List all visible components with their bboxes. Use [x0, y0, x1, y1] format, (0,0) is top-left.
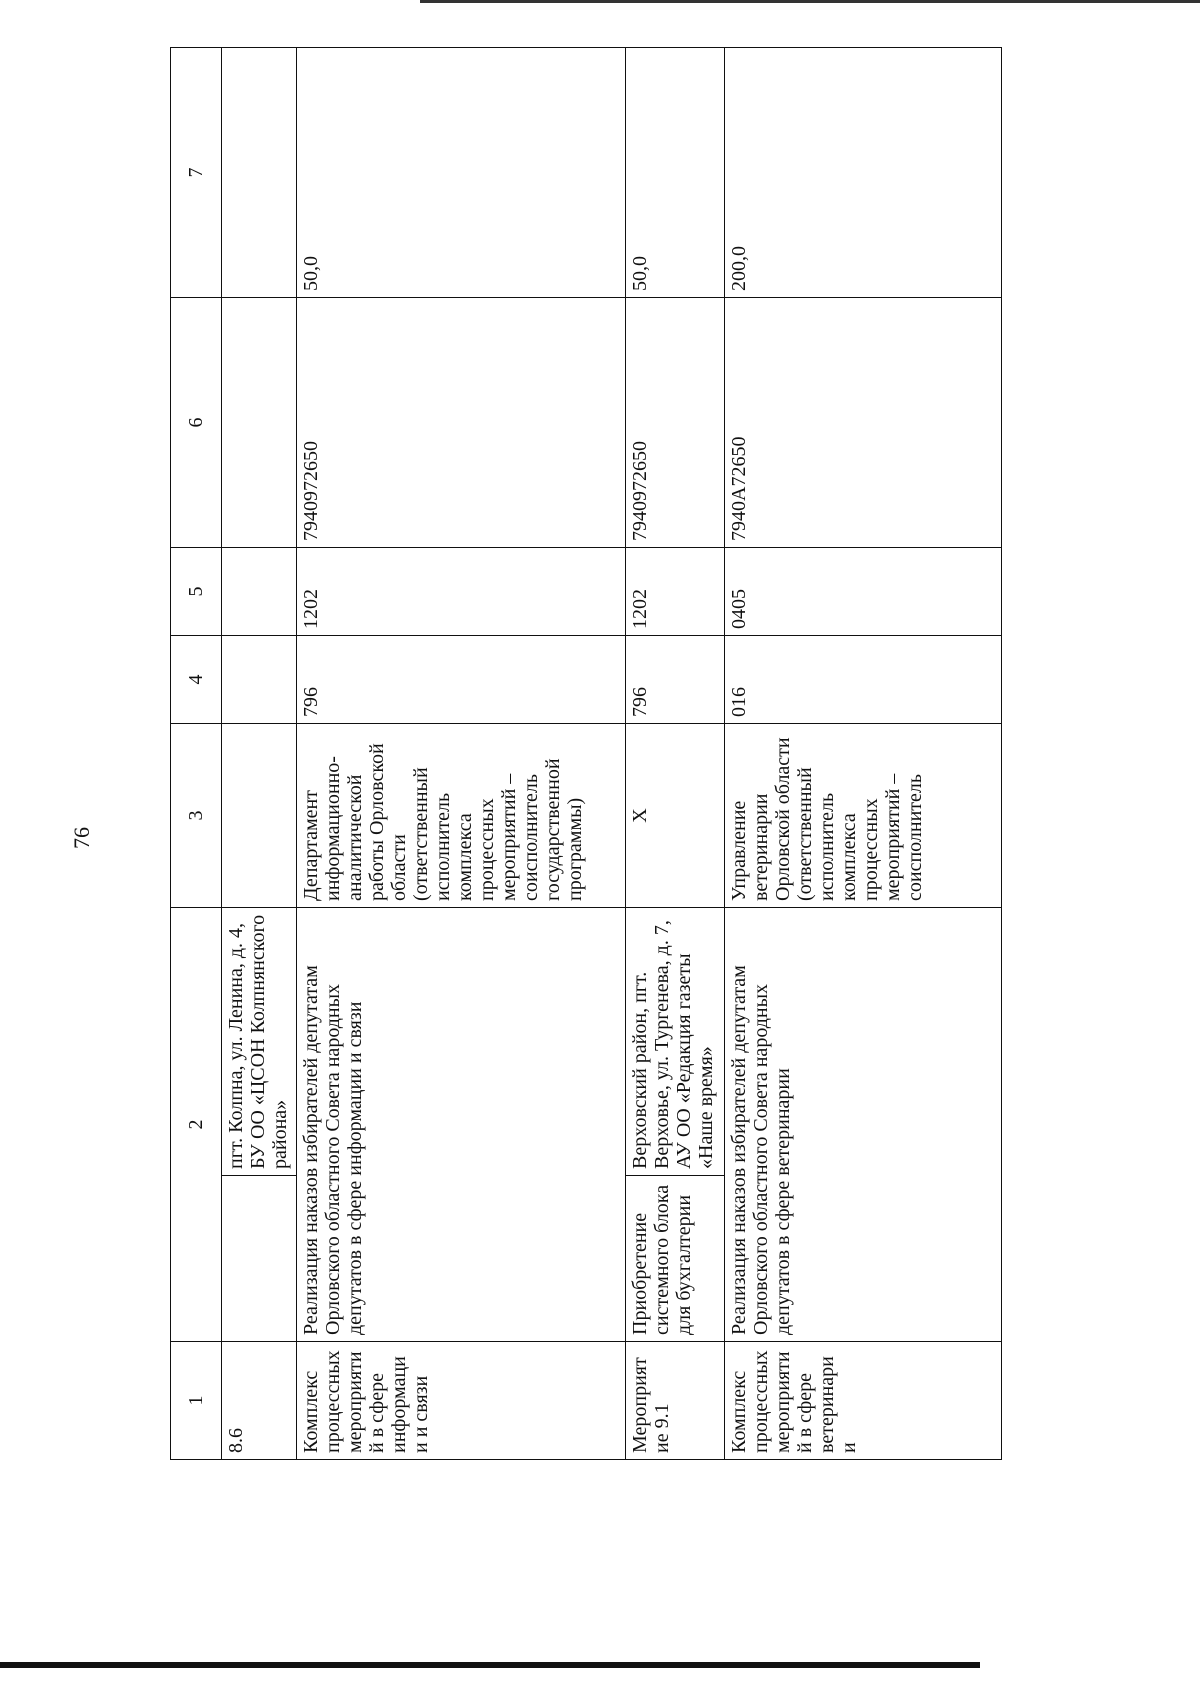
col-header-5: 5	[171, 548, 222, 636]
budget-table	[170, 47, 1002, 1460]
cell-col5: 1202	[297, 548, 626, 636]
cell-address: Верховский район, пгт. Верховье, ул. Тургенева, д. 7, АУ ОО «Редакция газеты «Наше время»	[626, 908, 725, 1176]
table-row	[222, 48, 297, 1460]
table-row	[725, 48, 1002, 1460]
cell-description: Реализация наказов избирателей депутатам Орловского областного Совета народных депутатов в сфере информации и связи	[297, 908, 626, 1342]
cell-address: пгт. Колпна, ул. Ленина, д. 4, БУ ОО «ЦСОН Колпнянского района»	[222, 908, 297, 1176]
rotated-sheet	[170, 48, 1080, 1460]
cell-name	[222, 1176, 297, 1342]
cell-description: Реализация наказов избирателей депутатам Орловского областного Совета народных депутатов в сфере ветеринарии	[725, 908, 1002, 1342]
cell-code: 8.6	[222, 1342, 297, 1460]
col-header-7: 7	[171, 48, 222, 298]
cell-col7: 50,0	[626, 48, 725, 298]
table-row	[297, 48, 626, 1460]
cell-col5: 1202	[626, 548, 725, 636]
cell-col6: 7940972650	[626, 298, 725, 548]
cell-col6: 7940А72650	[725, 298, 1002, 548]
cell-col7: 50,0	[297, 48, 626, 298]
cell-col7: 200,0	[725, 48, 1002, 298]
col-header-1: 1	[171, 1342, 222, 1460]
cell-col5	[222, 548, 297, 636]
cell-col7	[222, 48, 297, 298]
cell-col4: 796	[297, 636, 626, 724]
cell-col6: 7940972650	[297, 298, 626, 548]
cell-program: Комплекс процессных мероприятий в сфере ветеринарии	[725, 1342, 1002, 1460]
scan-edge-top	[420, 0, 1200, 3]
col-header-3: 3	[171, 724, 222, 908]
cell-executor	[222, 724, 297, 908]
cell-col5: 0405	[725, 548, 1002, 636]
cell-executor: Управление ветеринарии Орловской области (ответственный исполнитель комплекса процессных мероприятий – соисполнитель	[725, 724, 1002, 908]
col-header-2: 2	[171, 908, 222, 1342]
cell-code: Мероприятие 9.1	[626, 1342, 725, 1460]
cell-name: Приобретение системного блока для бухгалтерии	[626, 1176, 725, 1342]
cell-executor: Х	[626, 724, 725, 908]
col-header-6: 6	[171, 298, 222, 548]
table-row	[626, 48, 725, 1460]
cell-col4: 016	[725, 636, 1002, 724]
cell-col4: 796	[626, 636, 725, 724]
page-number: 76	[69, 827, 94, 849]
cell-executor: Департамент информационно-аналитической работы Орловской области (ответственный исполнитель комплекса процессных мероприятий – соисполнитель государственной программы)	[297, 724, 626, 908]
cell-col4	[222, 636, 297, 724]
cell-col6	[222, 298, 297, 548]
header-row	[171, 48, 222, 1460]
cell-program: Комплекс процессных мероприятий в сфере информации и связи	[297, 1342, 626, 1460]
scan-edge-bottom	[0, 1662, 980, 1668]
col-header-4: 4	[171, 636, 222, 724]
